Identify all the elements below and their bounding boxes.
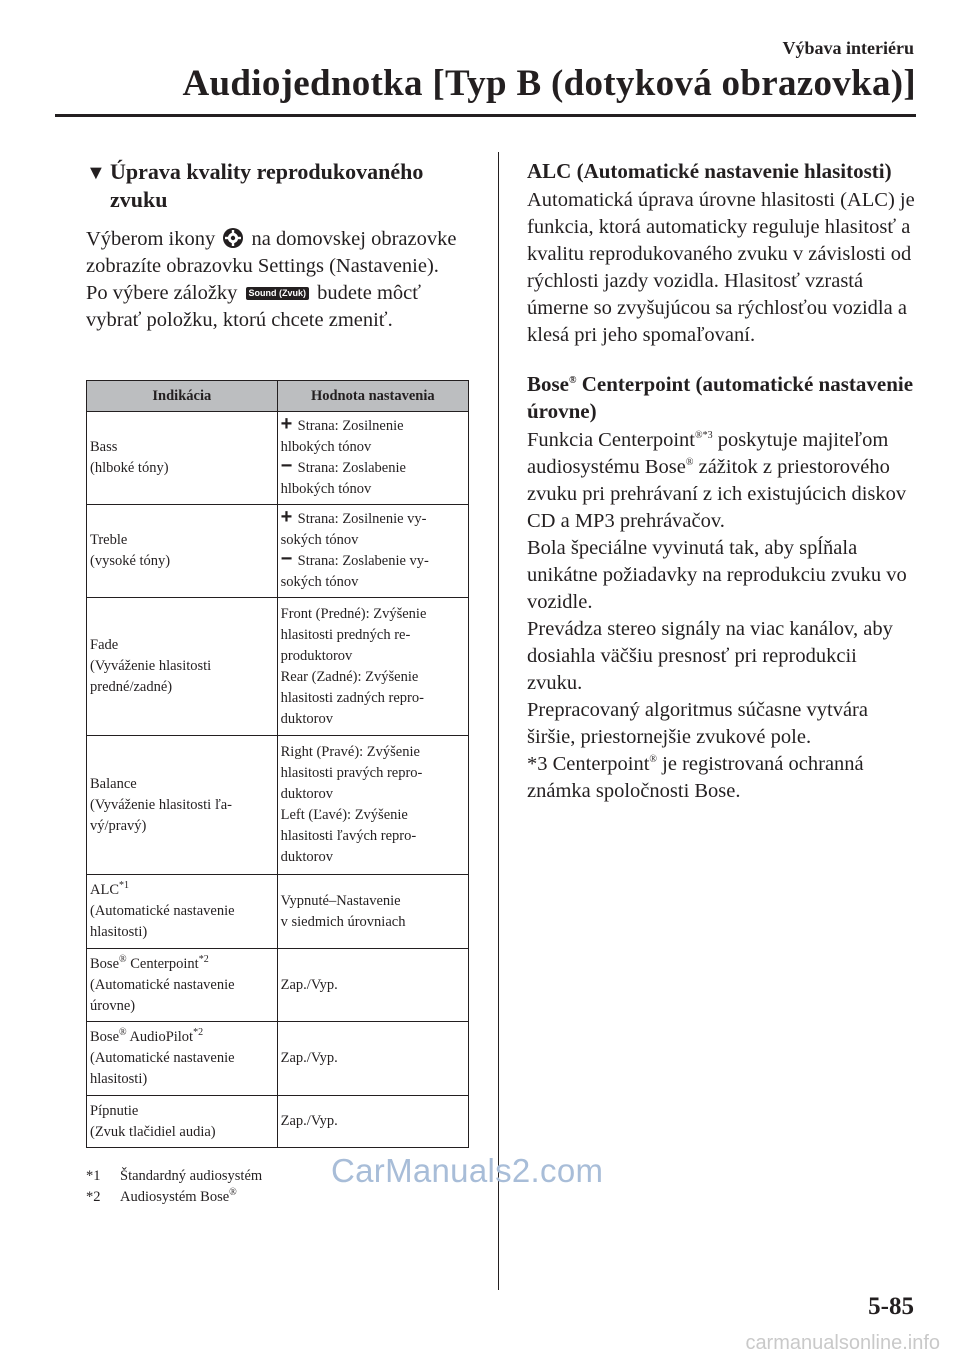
header-rule (55, 114, 916, 117)
right-column (527, 158, 917, 827)
row-beep-indication: Pípnutie (Zvuk tlačidiel audia) (87, 1096, 278, 1148)
page-number: 5-85 (868, 1293, 914, 1320)
intro-text-b: na domovskej obrazovke zobrazíte obrazovku Settings (Nastavenie). (86, 228, 457, 277)
column-divider (498, 152, 499, 1290)
table-row (87, 412, 469, 505)
plus-icon: + (280, 413, 293, 435)
header-indication: Indikácia (87, 381, 278, 412)
centerpoint-paragraph-2: Bola špeciálne vyvinutá tak, aby spĺňala unikátne požiadavky na reprodukciu zvuku vo vozidle. (527, 537, 907, 613)
row-fade-value: Front (Predné): Zvýšenie hlasitosti predných re- produktorov Rear (Zadné): Zvýšenie hlasitosti zadných repro- duktorov (277, 598, 468, 736)
row-audiopilot-value: Zap./Vyp. (277, 1022, 468, 1096)
table-row (87, 875, 469, 949)
row-balance-indication: Balance (Vyváženie hlasitosti ľa- vý/pravý) (87, 736, 278, 875)
intro-text-d: budete môcť vybrať položku, ktorú chcete zmeniť. (86, 282, 421, 331)
centerpoint-paragraph-3: Prevádza stereo signály na viac kanálov, aby dosiahla väčšiu presnosť pri reprodukcii zvuku. (527, 618, 893, 694)
row-balance-value: Right (Pravé): Zvýšenie hlasitosti pravých repro- duktorov Left (Ľavé): Zvýšenie hlasitosti ľavých repro- duktorov (277, 736, 468, 875)
table-row (87, 1096, 469, 1148)
row-alc-indication: ALC$^{*1}$ (Automatické nastavenie hlasitosti) (87, 875, 278, 949)
intro-paragraph (86, 226, 470, 334)
left-column (86, 158, 470, 334)
alc-heading: ALC (Automatické nastavenie hlasitosti) (527, 159, 892, 183)
section-heading (86, 158, 470, 214)
row-centerpoint-value: Zap./Vyp. (277, 949, 468, 1022)
row-bass-value: + Strana: Zosilnenie hlbokých tónov − Strana: Zoslabenie hlbokých tónov (277, 412, 468, 505)
table-row (87, 736, 469, 875)
header-value: Hodnota nastavenia (277, 381, 468, 412)
minus-icon: − (280, 455, 293, 477)
footnote-1: *1 Štandardný audiosystém (86, 1168, 263, 1184)
row-bass-indication: Bass (hlboké tóny) (87, 412, 278, 505)
row-alc-value: Vypnuté–Nastavenie v siedmich úrovniach (277, 875, 468, 949)
plus-icon: + (280, 506, 293, 528)
centerpoint-heading: Bose® Centerpoint (automatické nastavenie úrovne) (527, 372, 914, 423)
row-fade-indication: Fade (Vyváženie hlasitosti predné/zadné) (87, 598, 278, 736)
sound-tab-chip: Sound (Zvuk) (246, 287, 310, 300)
table-row (87, 949, 469, 1022)
heading-line-2: zvuku (110, 187, 168, 212)
row-beep-value: Zap./Vyp. (277, 1096, 468, 1148)
table-row (87, 1022, 469, 1096)
intro-text-c: Po výbere záložky (86, 282, 238, 304)
table-row (87, 598, 469, 736)
row-centerpoint-indication: Bose® Centerpoint$^{*2}$ (Automatické nastavenie úrovne) (87, 949, 278, 1022)
row-treble-value: + Strana: Zosilnenie vy- sokých tónov − Strana: Zoslabenie vy- sokých tónov (277, 505, 468, 598)
table-row (87, 505, 469, 598)
intro-text-a: Výberom ikony (86, 228, 216, 250)
centerpoint-paragraph-1: Funkcia Centerpoint$^{®*3}$ poskytuje majiteľom audiosystému Bose® zážitok z priestorového zvuku pri prehrávaní z ich existujúcich diskov CD a MP3 prehrávačov. (527, 429, 907, 532)
table-header-row (87, 381, 469, 412)
row-treble-indication: Treble (vysoké tóny) (87, 505, 278, 598)
row-audiopilot-indication: Bose® AudioPilot$^{*2}$ (Automatické nastavenie hlasitosti) (87, 1022, 278, 1096)
trademark-note: *3 Centerpoint® je registrovaná ochranná známka spoločnosti Bose. (527, 753, 864, 802)
watermark: CarManuals2.com (331, 1152, 604, 1189)
settings-table (86, 380, 469, 1148)
minus-icon: − (280, 548, 293, 570)
footnotes (86, 1166, 262, 1208)
centerpoint-paragraph-4: Prepracovaný algoritmus súčasne vytvára širšie, priestornejšie zvukové pole. (527, 699, 868, 748)
alc-paragraph: Automatická úprava úrovne hlasitosti (ALC) je funkcia, ktorá automaticky reguluje hlasitosť a kvalitu reprodukovaného zvuku v závislosti od rýchlosti jazdy vozidla. Hlasitosť vzrastá úmerne so zvyšujúcou sa rýchlosťou vozidla a klesá pri jeho spomaľovaní. (527, 189, 915, 346)
heading-line-1: Úprava kvality reprodukovaného (110, 159, 424, 184)
footnote-2: *2 Audiosystém Bose® (86, 1187, 237, 1205)
triangle-bullet-icon: ▼ (86, 162, 106, 184)
site-watermark: carmanualsonline.info (745, 1332, 940, 1354)
alc-section (527, 158, 917, 349)
section-title: Výbava interiéru (782, 38, 914, 58)
settings-gear-icon (222, 227, 244, 249)
centerpoint-section (527, 371, 917, 805)
page-title: Audiojednotka [Typ B (dotyková obrazovka)] (182, 63, 916, 104)
